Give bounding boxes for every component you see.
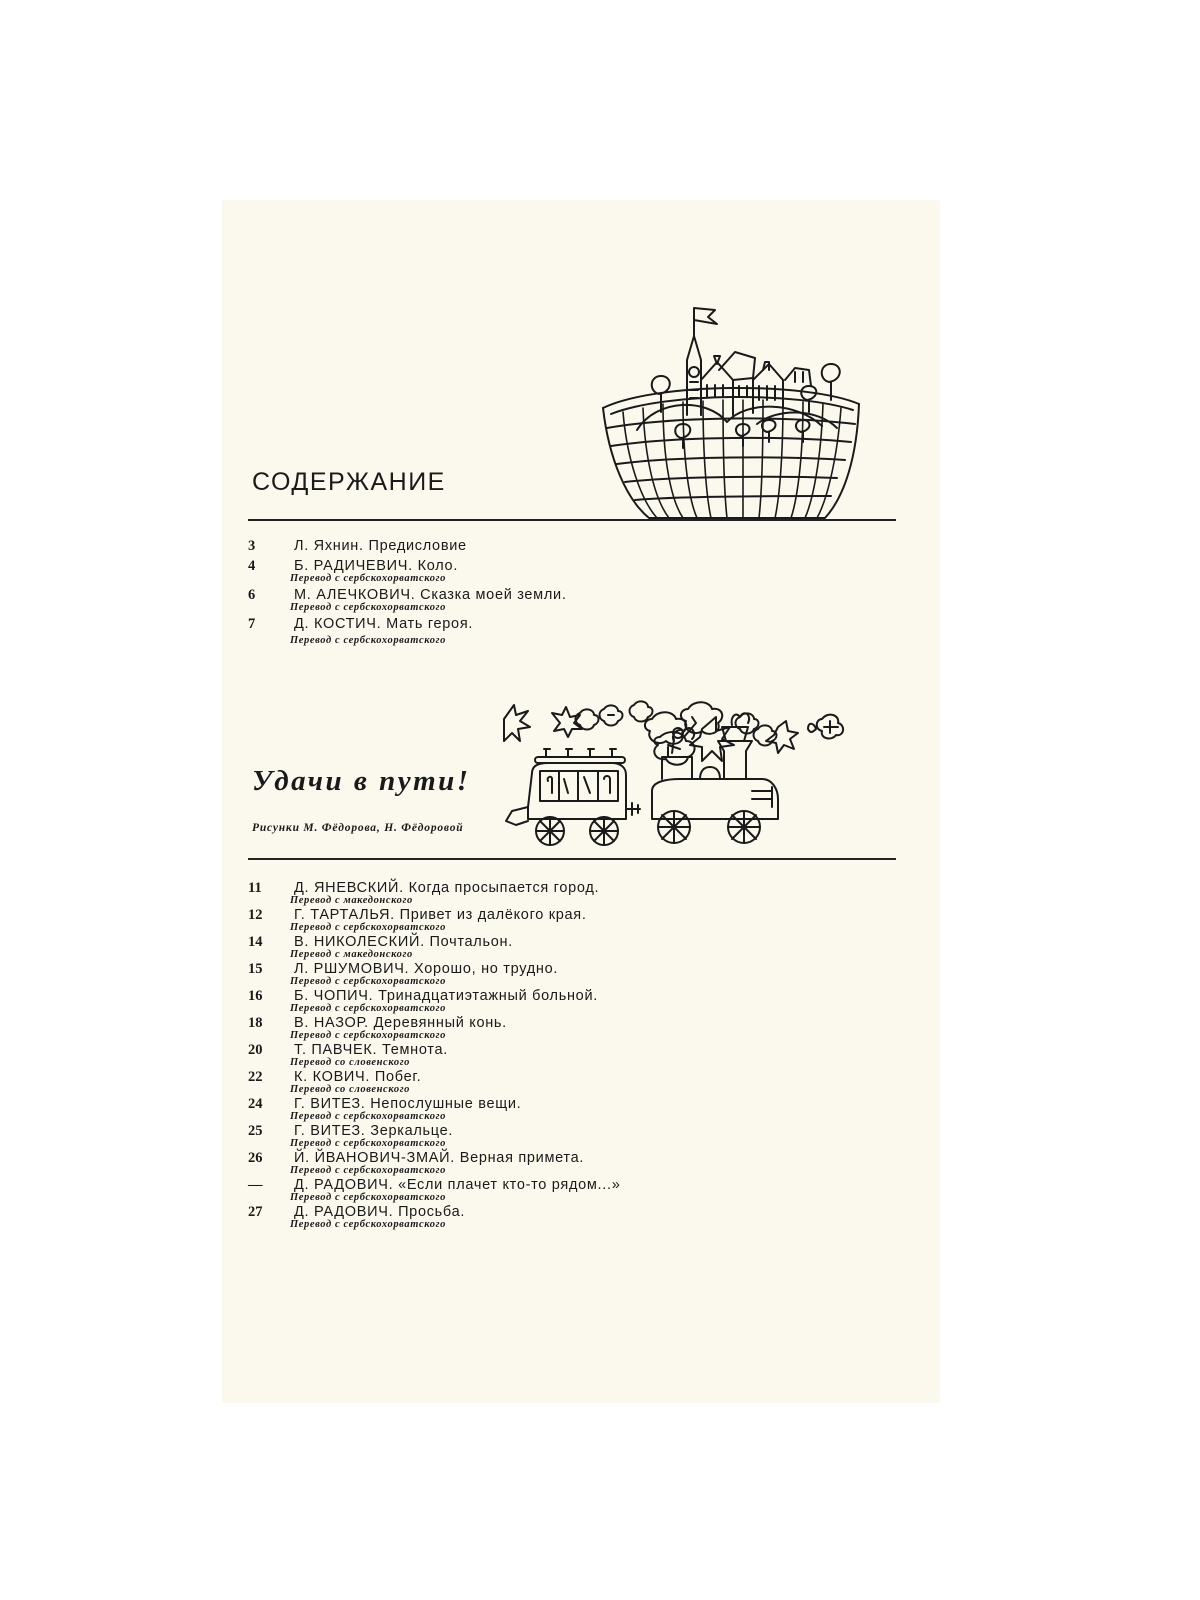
- author-name: К. КОВИЧ.: [294, 1069, 371, 1085]
- toc-entry: [248, 934, 848, 961]
- work-title: Побег.: [374, 1069, 422, 1085]
- page-number: 15: [248, 961, 263, 977]
- toc-entry: [248, 1042, 848, 1069]
- work-title: Зеркальце.: [370, 1123, 454, 1139]
- translation-note: Перевод с сербскохорватского: [290, 573, 446, 584]
- translation-note: Перевод с сербскохорватского: [290, 1138, 446, 1149]
- translation-note: Перевод с сербскохорватского: [290, 1030, 446, 1041]
- entry-line: [294, 934, 848, 950]
- entry-line: [294, 616, 848, 632]
- toc-entry: [248, 558, 848, 584]
- work-title: Когда просыпается город.: [408, 880, 600, 896]
- author-name: Д. РАДОВИЧ.: [294, 1204, 394, 1220]
- page-number: 24: [248, 1096, 263, 1112]
- author-name: Б. РАДИЧЕВИЧ.: [294, 558, 413, 574]
- work-title: Темнота.: [381, 1042, 448, 1058]
- work-title: Почтальон.: [429, 934, 513, 950]
- toc-entry: [248, 1069, 848, 1096]
- translation-note: Перевод с сербскохорватского: [290, 635, 446, 646]
- work-title: Верная примета.: [459, 1150, 585, 1166]
- author-name: В. НАЗОР.: [294, 1015, 369, 1031]
- translation-note: Перевод с сербскохорватского: [290, 922, 446, 933]
- toc-entry: [248, 1177, 848, 1204]
- toc-entry: [248, 1096, 848, 1123]
- entry-line: [294, 1096, 848, 1112]
- illustrator-credit: Рисунки М. Фёдорова, Н. Фёдоровой: [252, 822, 464, 834]
- translation-note: Перевод с сербскохорватского: [290, 1192, 446, 1203]
- entry-line: [294, 1150, 848, 1166]
- author-name: Б. ЧОПИЧ.: [294, 988, 374, 1004]
- author-name: В. НИКОЛЕСКИЙ.: [294, 934, 425, 950]
- work-title: Коло.: [417, 558, 459, 574]
- entry-line: [294, 587, 848, 603]
- entry-line: [294, 1069, 848, 1085]
- train-illustration: [492, 695, 892, 867]
- work-title: Мать героя.: [386, 616, 474, 632]
- toc-entry: [248, 907, 848, 934]
- translation-note: Перевод с сербскохорватского: [290, 602, 446, 613]
- translation-note: Перевод с сербскохорватского: [290, 1165, 446, 1176]
- author-name: Г. ВИТЕЗ.: [294, 1123, 366, 1139]
- page-number: 22: [248, 1069, 263, 1085]
- section-title-udachi: Удачи в пути!: [252, 765, 471, 797]
- author-name: Г. ВИТЕЗ.: [294, 1096, 366, 1112]
- section2-rule: [248, 858, 896, 860]
- work-title: Привет из далёкого края.: [399, 907, 587, 923]
- toc-entry: [248, 616, 848, 646]
- contents-rule: [248, 519, 896, 521]
- entry-line: [294, 907, 848, 923]
- page-number: 14: [248, 934, 263, 950]
- page-number: 27: [248, 1204, 263, 1220]
- entry-line: [294, 1204, 848, 1220]
- work-title: Сказка моей земли.: [420, 587, 567, 603]
- toc-entry: [248, 961, 848, 988]
- toc-section-1: [248, 538, 848, 649]
- toc-entry: [248, 1204, 848, 1231]
- translation-note: Перевод с сербскохорватского: [290, 1219, 446, 1230]
- author-name: М. АЛЕЧКОВИЧ.: [294, 587, 416, 603]
- page-number: 20: [248, 1042, 263, 1058]
- work-title: Тринадцатиэтажный больной.: [378, 988, 598, 1004]
- author-name: Л. Яхнин.: [294, 538, 364, 554]
- entry-line: [294, 538, 848, 554]
- page-number: 4: [248, 558, 256, 574]
- page-number: 11: [248, 880, 262, 896]
- work-title: «Если плачет кто-то рядом...»: [398, 1177, 621, 1193]
- page-number: 25: [248, 1123, 263, 1139]
- translation-note: Перевод с сербскохорватского: [290, 1003, 446, 1014]
- page-number: 16: [248, 988, 263, 1004]
- author-name: Л. РШУМОВИЧ.: [294, 961, 410, 977]
- basket-town-illustration: [597, 300, 867, 525]
- entry-line: [294, 880, 848, 896]
- toc-entry: [248, 1015, 848, 1042]
- author-name: Т. ПАВЧЕК.: [294, 1042, 378, 1058]
- translation-note: Перевод со словенского: [290, 1057, 411, 1068]
- toc-entry: [248, 988, 848, 1015]
- work-title: Непослушные вещи.: [370, 1096, 522, 1112]
- page-number: 18: [248, 1015, 263, 1031]
- entry-line: [294, 961, 848, 977]
- translation-note: Перевод с сербскохорватского: [290, 976, 446, 987]
- author-name: Г. ТАРТАЛЬЯ.: [294, 907, 395, 923]
- page-number: 12: [248, 907, 263, 923]
- toc-section-2: [248, 880, 848, 1231]
- translation-note: Перевод с македонского: [290, 949, 413, 960]
- page-number: 3: [248, 538, 256, 554]
- author-name: Д. ЯНЕВСКИЙ.: [294, 880, 404, 896]
- page-number: 26: [248, 1150, 263, 1166]
- entry-line: [294, 1177, 848, 1193]
- toc-entry: [248, 1123, 848, 1150]
- page-number: —: [248, 1177, 263, 1193]
- contents-title: СОДЕРЖАНИЕ: [252, 468, 446, 496]
- book-page: [222, 200, 940, 1403]
- work-title: Деревянный конь.: [373, 1015, 507, 1031]
- work-title: Предисловие: [368, 538, 467, 554]
- toc-entry: [248, 587, 848, 613]
- translation-note: Перевод с сербскохорватского: [290, 1111, 446, 1122]
- entry-line: [294, 558, 848, 574]
- toc-entry: [248, 538, 848, 554]
- author-name: Д. РАДОВИЧ.: [294, 1177, 394, 1193]
- entry-line: [294, 988, 848, 1004]
- entry-line: [294, 1042, 848, 1058]
- page-number: 6: [248, 587, 256, 603]
- page-number: 7: [248, 616, 256, 632]
- entry-line: [294, 1123, 848, 1139]
- work-title: Просьба.: [398, 1204, 466, 1220]
- toc-entry: [248, 880, 848, 907]
- work-title: Хорошо, но трудно.: [414, 961, 559, 977]
- entry-line: [294, 1015, 848, 1031]
- translation-note: Перевод с македонского: [290, 895, 413, 906]
- translation-note: Перевод со словенского: [290, 1084, 411, 1095]
- toc-entry: [248, 1150, 848, 1177]
- author-name: Й. ЙВАНОВИЧ-ЗМАЙ.: [294, 1150, 455, 1166]
- author-name: Д. КОСТИЧ.: [294, 616, 382, 632]
